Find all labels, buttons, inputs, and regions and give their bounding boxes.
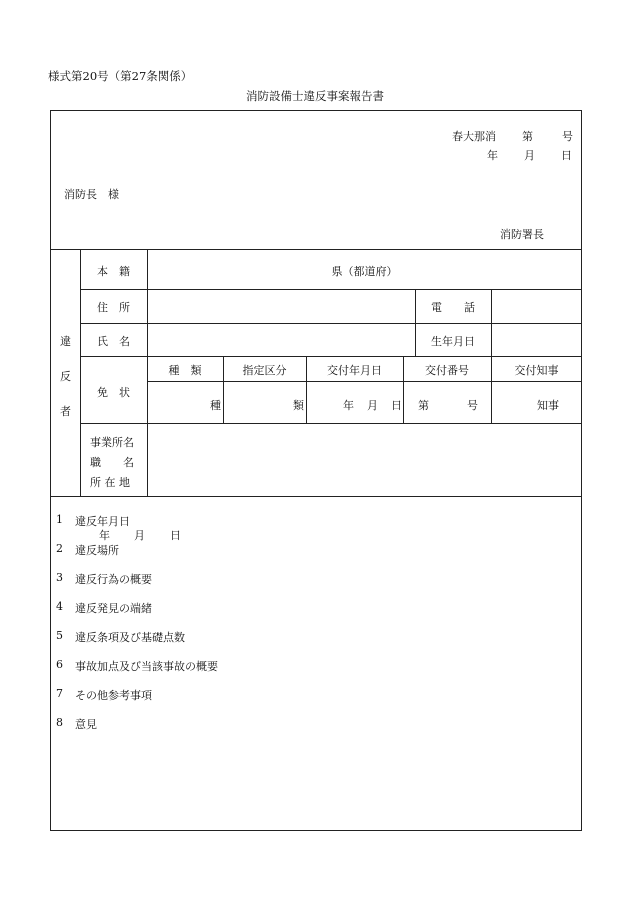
document-title: 消防設備士違反事案報告書 [246,89,384,103]
license-number-suffix: 号 [467,399,478,412]
license-date-day: 日 [391,399,402,412]
item-7-number: 7 [56,687,63,700]
date-day: 日 [561,149,572,162]
addressee: 消防長 様 [64,188,119,201]
item-1-number: 1 [56,513,63,526]
license-header-governor: 交付知事 [514,364,559,377]
dob-label: 生年月日 [431,335,475,348]
rule-name [80,356,582,357]
issuer-ref: 春大那消 [452,130,496,143]
item-3-text: 違反行為の概要 [75,573,152,586]
doc-number-suffix: 号 [562,130,573,143]
date-month: 月 [524,149,535,162]
license-header-number: 交付番号 [425,364,469,377]
item-6-number: 6 [56,658,63,671]
item-7-text: その他参考事項 [75,689,152,702]
honseki-value: 県（都道府） [331,265,398,278]
item-8-number: 8 [56,716,63,729]
item-1-year: 年 [99,529,110,542]
office-location-label: 所 在 地 [90,476,130,489]
doc-number-prefix: 第 [522,130,533,143]
item-8-text: 意見 [75,718,97,731]
phone-label: 電 話 [431,301,475,314]
job-title-label: 職 名 [90,456,134,469]
item-6-text: 事故加点及び当該事故の概要 [75,660,218,673]
name-label: 氏 名 [97,335,130,348]
rule-honseki [80,289,582,290]
license-date-month: 月 [367,399,378,412]
rule-address [80,323,582,324]
item-3-number: 3 [56,571,63,584]
violator-label-2: 反 [60,370,71,383]
rule-violator-col [80,249,81,496]
license-governor-unit: 知事 [537,399,559,412]
item-4-text: 違反発見の端緒 [75,602,152,615]
date-year: 年 [487,149,498,162]
license-category-unit: 類 [293,399,304,412]
rule-license-header [147,381,582,382]
license-number-prefix: 第 [418,399,429,412]
honseki-label: 本 籍 [97,265,130,278]
violator-label-3: 者 [60,405,71,418]
office-name-label: 事業所名 [90,436,134,449]
license-header-date: 交付年月日 [327,364,382,377]
item-4-number: 4 [56,600,63,613]
rule-license [80,423,582,424]
rule-violator-bottom [50,496,582,497]
license-header-category: 指定区分 [242,364,287,377]
form-number: 様式第20号（第27条関係） [48,69,193,83]
sender: 消防署長 [500,228,544,241]
address-label: 住 所 [97,301,130,314]
license-type-unit: 種 [210,399,221,412]
item-5-number: 5 [56,629,63,642]
item-1-day: 日 [170,529,181,542]
license-date-year: 年 [343,399,354,412]
rule-header-bottom [50,249,582,250]
item-2-text: 違反場所 [75,544,119,557]
item-5-text: 違反条項及び基礎点数 [75,631,185,644]
violator-label-1: 違 [60,335,71,348]
form-frame [50,110,582,831]
item-1-month: 月 [134,529,145,542]
rule-phone-right [491,289,492,356]
item-2-number: 2 [56,542,63,555]
license-header-type: 種 類 [168,364,202,377]
license-label: 免 状 [97,386,130,399]
item-1-text: 違反年月日 [75,515,130,528]
